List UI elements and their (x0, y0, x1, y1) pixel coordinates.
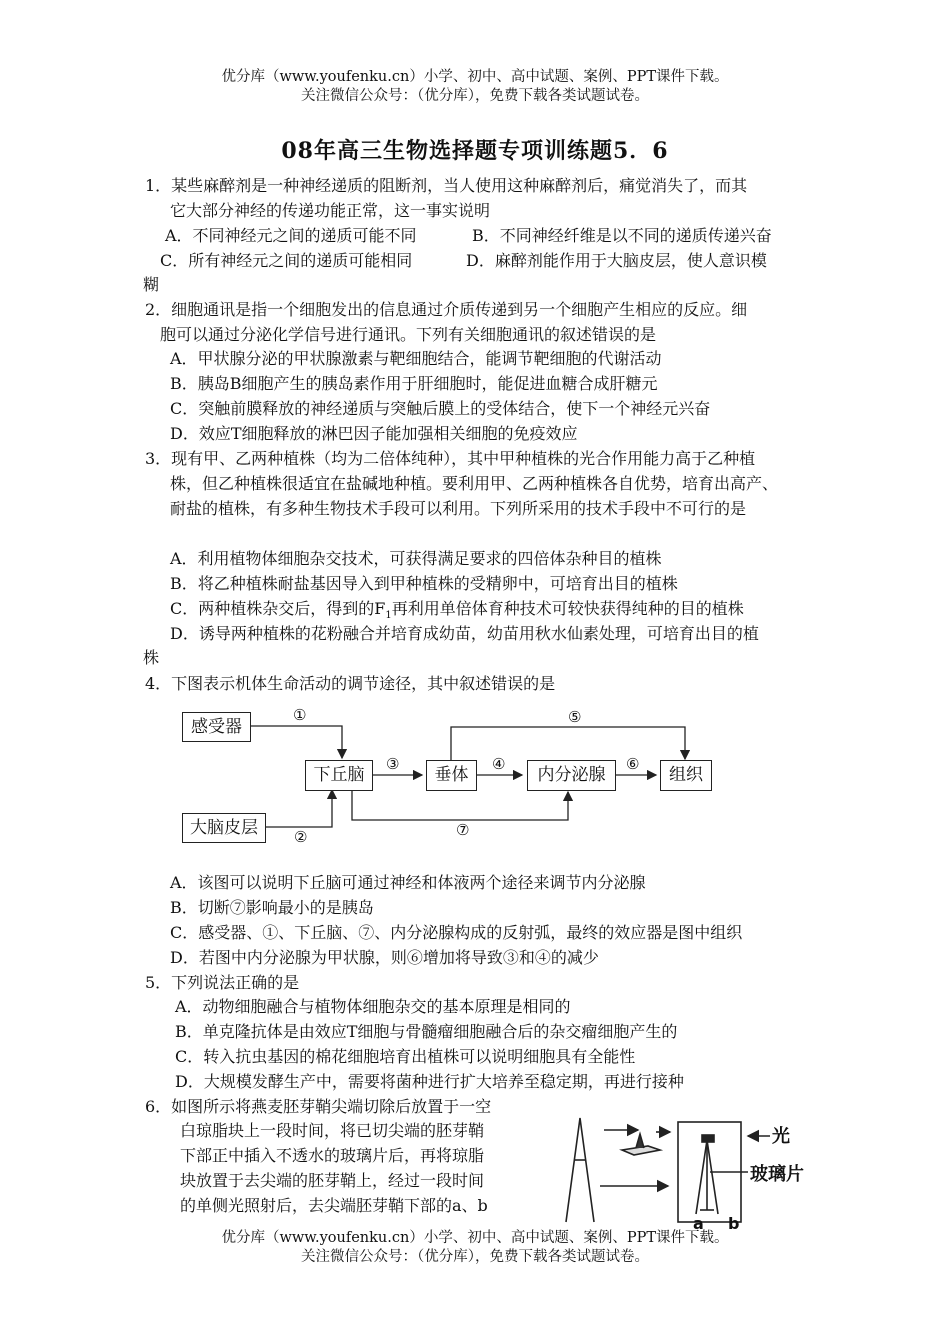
arrow-7 (352, 790, 568, 820)
regulation-diagram (170, 700, 730, 850)
glass-label: 玻璃片 (750, 1164, 804, 1185)
coleoptile-tip (636, 1134, 644, 1148)
q1-stem-line-2: 它大部分神经的传递功能正常，这一事实说明 (170, 201, 491, 220)
q1-option-c: C．所有神经元之间的递质可能相同 (160, 251, 413, 270)
q4-stem: 4．下图表示机体生命活动的调节途径，其中叙述错误的是 (145, 674, 556, 693)
arrow-5 (451, 727, 685, 760)
q5-option-a: A．动物细胞融合与植物体细胞杂交的基本原理是相同的 (175, 997, 571, 1016)
page-header-line-2: 关注微信公众号：（优分库），免费下载各类试题试卷。 (301, 88, 649, 104)
label-3: ③ (386, 755, 400, 773)
q4-option-a: A．该图可以说明下丘脑可通过神经和体液两个途径来调节内分泌腺 (170, 873, 646, 892)
q2-stem-line-2: 胞可以通过分泌化学信号进行通讯。下列有关细胞通讯的叙述错误的是 (160, 325, 657, 344)
q3-stem-line-3: 耐盐的植株，有多种生物技术手段可以利用。下列所采用的技术手段中不可行的是 (170, 499, 747, 518)
q3-option-b: B．将乙种植株耐盐基因导入到甲种植株的受精卵中，可培育出目的植株 (170, 574, 678, 593)
label-2: ② (294, 828, 308, 846)
q1-option-a: A．不同神经元之间的递质可能不同 (165, 226, 417, 245)
q1-stem-line-1: 1．某些麻醉剂是一种神经递质的阻断剂，当人使用这种麻醉剂后，痛觉消失了，而其 (145, 176, 748, 195)
endocrine-gland-box: 内分泌腺 (527, 760, 616, 791)
page-footer-line-2: 关注微信公众号：（优分库），免费下载各类试题试卷。 (301, 1249, 649, 1265)
q4-option-d: D．若图中内分泌腺为甲状腺，则⑥增加将导致③和④的减少 (170, 948, 599, 967)
arrow-1 (250, 726, 342, 758)
q2-option-d: D．效应T细胞释放的淋巴因子能加强相关细胞的免疫效应 (170, 424, 578, 443)
label-a: a (693, 1214, 704, 1233)
page-header-line-1: 优分库（www.youfenku.cn）小学、初中、高中试题、案例、PPT课件下载。 (221, 69, 729, 85)
q6-stem-line-1: 6．如图所示将燕麦胚芽鞘尖端切除后放置于一空 (145, 1097, 492, 1116)
q3-stem-line-1: 3．现有甲、乙两种植株（均为二倍体纯种），其中甲种植株的光合作用能力高于乙种植 (145, 449, 756, 468)
label-4: ④ (492, 755, 506, 773)
q2-option-b: B．胰岛B细胞产生的胰岛素作用于肝细胞时，能促进血糖合成肝糖元 (170, 374, 658, 393)
q3-stem-line-2: 株，但乙种植株很适宜在盐碱地种植。要利用甲、乙两种植株各自优势，培育出高产、 (170, 474, 779, 493)
label-1: ① (293, 706, 307, 724)
q5-stem: 5．下列说法正确的是 (145, 973, 300, 992)
q2-option-a: A．甲状腺分泌的甲状腺激素与靶细胞结合，能调节靶细胞的代谢活动 (170, 349, 662, 368)
page-footer-line-1: 优分库（www.youfenku.cn）小学、初中、高中试题、案例、PPT课件下载。 (221, 1230, 729, 1246)
agar-block-on-stem (702, 1135, 714, 1142)
q4-option-c: C．感受器、①、下丘脑、⑦、内分泌腺构成的反射弧，最终的效应器是图中组织 (170, 923, 743, 942)
light-label: 光 (772, 1126, 790, 1147)
receptor-box: 感受器 (182, 712, 251, 742)
q3-option-c: C．两种植株杂交后，得到的$F_1$再利用单倍体育种技术可较快获得纯种的目的植株 (170, 599, 744, 622)
hypothalamus-box: 下丘脑 (305, 760, 373, 791)
coleoptile-diagram (560, 1110, 825, 1233)
cortex-box: 大脑皮层 (182, 813, 266, 843)
q4-option-b: B．切断⑦影响最小的是胰岛 (170, 898, 374, 917)
coleoptile-shape (566, 1118, 594, 1222)
tissue-box: 组织 (660, 760, 712, 791)
label-6: ⑥ (626, 755, 640, 773)
q5-option-c: C．转入抗虫基因的棉花细胞培育出植株可以说明细胞具有全能性 (175, 1047, 636, 1066)
q2-option-c: C．突触前膜释放的神经递质与突触后膜上的受体结合，使下一个神经元兴奋 (170, 399, 711, 418)
label-5: ⑤ (568, 708, 582, 726)
q2-stem-line-1: 2．细胞通讯是指一个细胞发出的信息通过介质传递到另一个细胞产生相应的反应。细 (145, 300, 748, 319)
page-title: 08年高三生物选择题专项训练题5．6 (281, 138, 669, 164)
q1-option-d: D．麻醉剂能作用于大脑皮层，使人意识模 (466, 251, 767, 270)
label-7: ⑦ (456, 821, 470, 839)
q1-option-b: B．不同神经纤维是以不同的递质传递兴奋 (472, 226, 772, 245)
q6-stem-line-5: 的单侧光照射后，去尖端胚芽鞘下部的a、b (180, 1196, 488, 1215)
q3-option-a: A．利用植物体细胞杂交技术，可获得满足要求的四倍体杂种目的植株 (170, 549, 662, 568)
arrow-2 (265, 790, 332, 827)
q6-stem-line-2: 白琼脂块上一段时间，将已切尖端的胚芽鞘 (180, 1121, 485, 1140)
q1-option-d-cont: 糊 (143, 275, 160, 294)
label-b: b (728, 1214, 740, 1233)
q6-stem-line-3: 下部正中插入不透水的玻璃片后，再将琼脂 (180, 1146, 485, 1165)
q3-option-d: D．诱导两种植株的花粉融合并培育成幼苗，幼苗用秋水仙素处理，可培育出目的植 (170, 624, 759, 643)
q5-option-b: B．单克隆抗体是由效应T细胞与骨髓瘤细胞融合后的杂交瘤细胞产生的 (175, 1022, 678, 1041)
q3-option-d-cont: 株 (143, 648, 160, 667)
q5-option-d: D．大规模发酵生产中，需要将菌种进行扩大培养至稳定期，再进行接种 (175, 1072, 684, 1091)
pituitary-box: 垂体 (426, 760, 477, 791)
q6-stem-line-4: 块放置于去尖端的胚芽鞘上，经过一段时间 (180, 1171, 485, 1190)
